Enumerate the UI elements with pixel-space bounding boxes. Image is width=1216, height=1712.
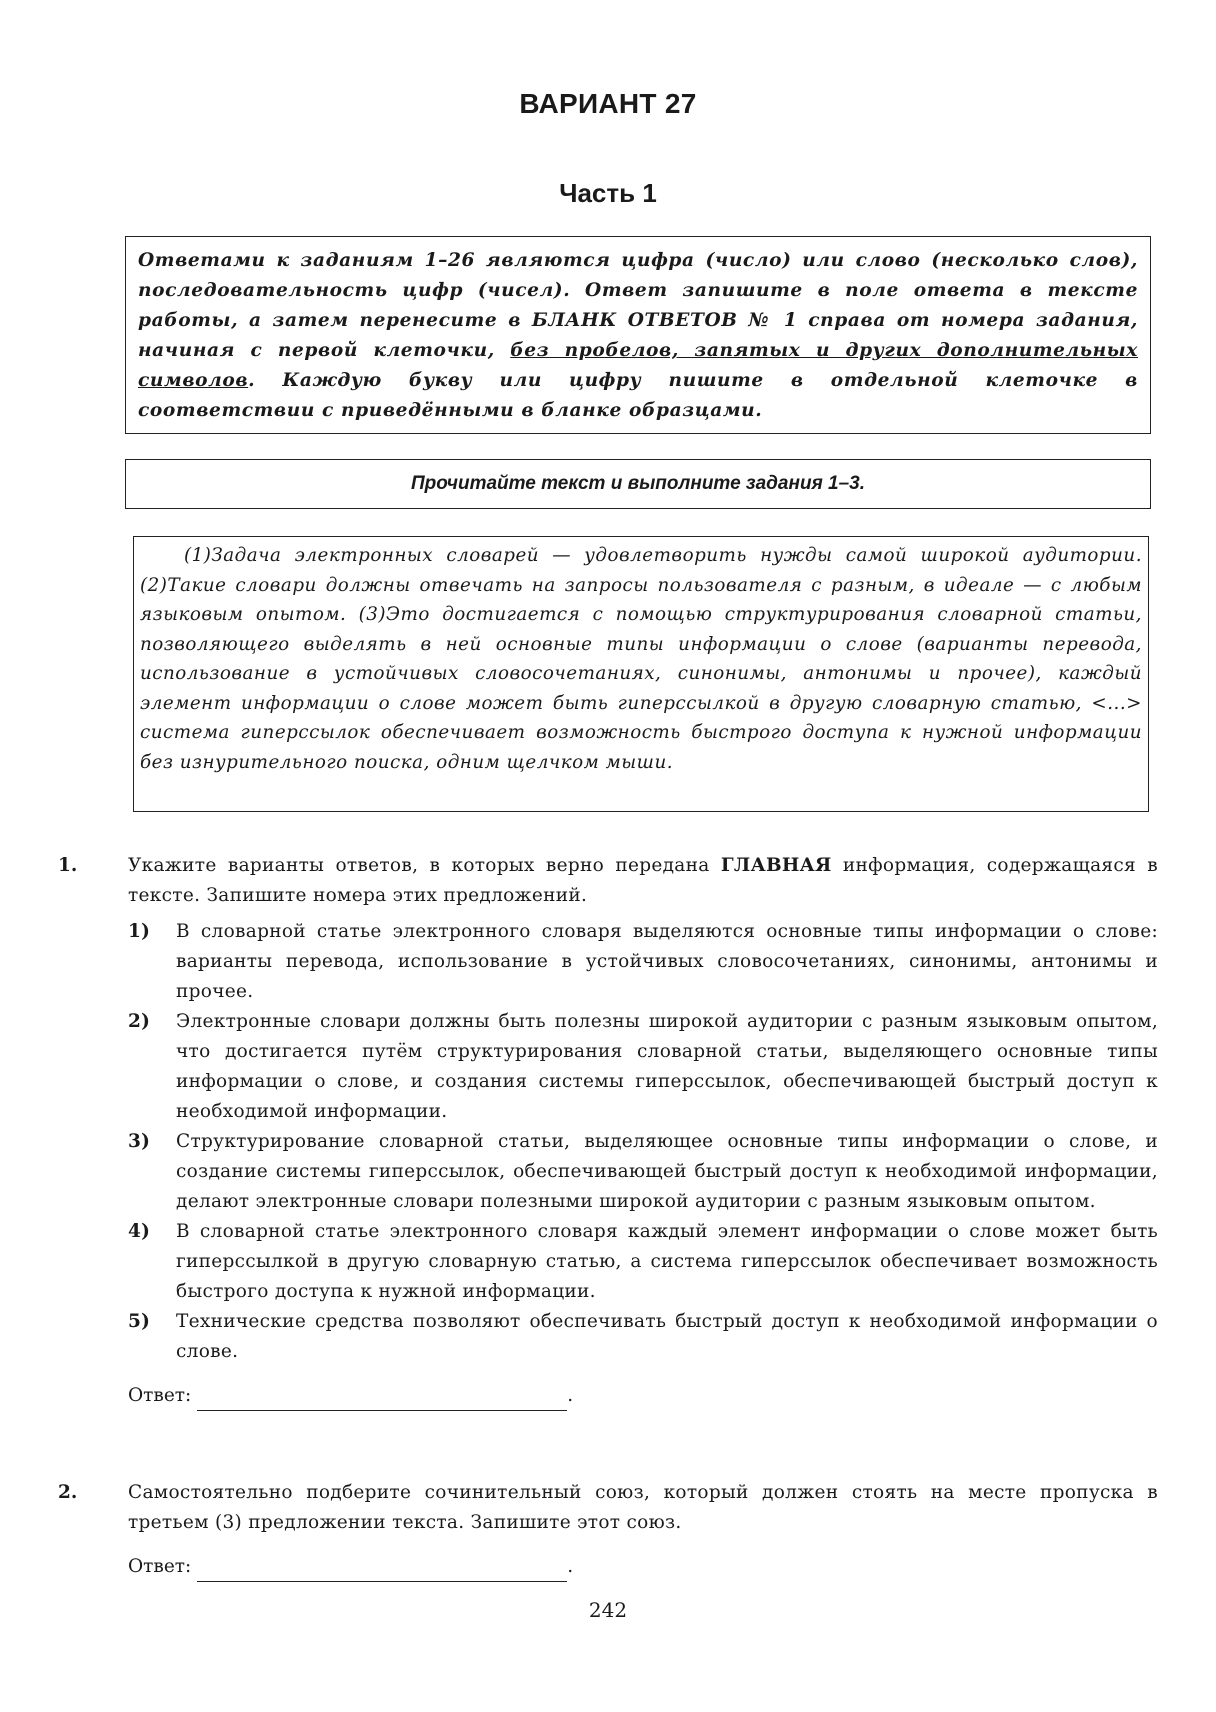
task-2 [58, 1478, 1158, 1582]
instructions-text-end: . Каждую букву или цифру пишите в отдельной клеточке в соответствии с приведёнными в бланке образцами. [138, 370, 1138, 421]
question-text: Укажите варианты ответов, в которых верно передана [128, 855, 721, 876]
answer-label: Ответ: [128, 1556, 192, 1577]
task-1 [58, 851, 1158, 1411]
option-item [128, 1127, 1158, 1217]
option-item [128, 917, 1158, 1007]
source-text: (1)Задача электронных словарей — удовлетворить нужды самой широкой аудитории. (2)Такие словари должны отвечать на запросы пользователя с разным, в идеале — с любым языковым опытом. (3)Это достигается с помощью структурирования словарной статьи, позволяющего выделять в ней основные типы информации о слове (варианты перевода, использование в устойчивых словосочетаниях, синонимы, антонимы и прочее), каждый элемент информации о слове может быть гиперссылкой в другую словарную статью, <...> система гиперссылок обеспечивает возможность быстрого доступа к нужной информации без изнурительного поиска, одним щелчком мыши. [140, 545, 1142, 773]
task-question [128, 851, 1158, 911]
option-number: 5) [128, 1311, 151, 1332]
answer-options [128, 917, 1158, 1367]
answer-line[interactable] [197, 1559, 567, 1582]
instructions-box [125, 236, 1151, 434]
option-text: Структурирование словарной статьи, выделяющее основные типы информации о слове, и создание системы гиперссылок, обеспечивающей быстрый доступ к необходимой информации, делают электронные словари полезными широкой аудитории с разным языковым опытом. [176, 1131, 1158, 1212]
variant-title: ВАРИАНТ 27 [519, 88, 697, 119]
task-question: Самостоятельно подберите сочинительный союз, который должен стоять на месте пропуска в третьем (3) предложении текста. Запишите этот союз. [128, 1482, 1158, 1533]
instructions-text: Ответами к заданиям 1–26 являются цифра (число) или слово (несколько слов), последовательность цифр (чисел). Ответ запишите в поле ответа в тексте работы, а затем перенесите в БЛАНК ОТВЕТОВ № 1 справа от номера задания, начиная с первой клеточки, [138, 250, 1138, 361]
option-number: 3) [128, 1131, 151, 1152]
part-title: Часть 1 [559, 178, 657, 208]
option-number: 4) [128, 1221, 151, 1242]
option-item [128, 1307, 1158, 1367]
question-text-end: информация, содержащаяся в тексте. Запишите номера этих предложений. [128, 855, 1159, 906]
task-number: 2. [58, 1482, 78, 1503]
option-number: 2) [128, 1011, 151, 1032]
read-prompt: Прочитайте текст и выполните задания 1–3. [410, 473, 866, 494]
option-text: Технические средства позволяют обеспечивать быстрый доступ к необходимой информации о слове. [176, 1311, 1158, 1362]
option-number: 1) [128, 921, 151, 942]
answer-label: Ответ: [128, 1385, 192, 1406]
task-number: 1. [58, 855, 78, 876]
page-number: 242 [588, 1598, 628, 1622]
question-emphasis: ГЛАВНАЯ [720, 855, 832, 876]
read-prompt-box [125, 459, 1151, 509]
answer-line[interactable] [197, 1388, 567, 1411]
source-text-box [133, 536, 1149, 812]
option-item [128, 1217, 1158, 1307]
option-text: В словарной статье электронного словаря каждый элемент информации о слове может быть гиперссылкой в другую словарную статью, а система гиперссылок обеспечивает возможность быстрого доступа к нужной информации. [176, 1221, 1158, 1302]
answer-field: Ответ: . [128, 1381, 1158, 1411]
option-item [128, 1007, 1158, 1127]
option-text: В словарной статье электронного словаря выделяются основные типы информации о слове: варианты перевода, использование в устойчивых словосочетаниях, синонимы, антонимы и прочее. [176, 921, 1158, 1002]
option-text: Электронные словари должны быть полезны широкой аудитории с разным языковым опытом, что достигается путём структурирования словарной статьи, выделяющего основные типы информации о слове, и создания системы гиперссылок, обеспечивающей быстрый доступ к необходимой информации. [176, 1011, 1158, 1122]
instructions-underlined: без пробелов, запятых и других дополнительных символов [138, 340, 1138, 391]
answer-field: Ответ: . [128, 1552, 1158, 1582]
